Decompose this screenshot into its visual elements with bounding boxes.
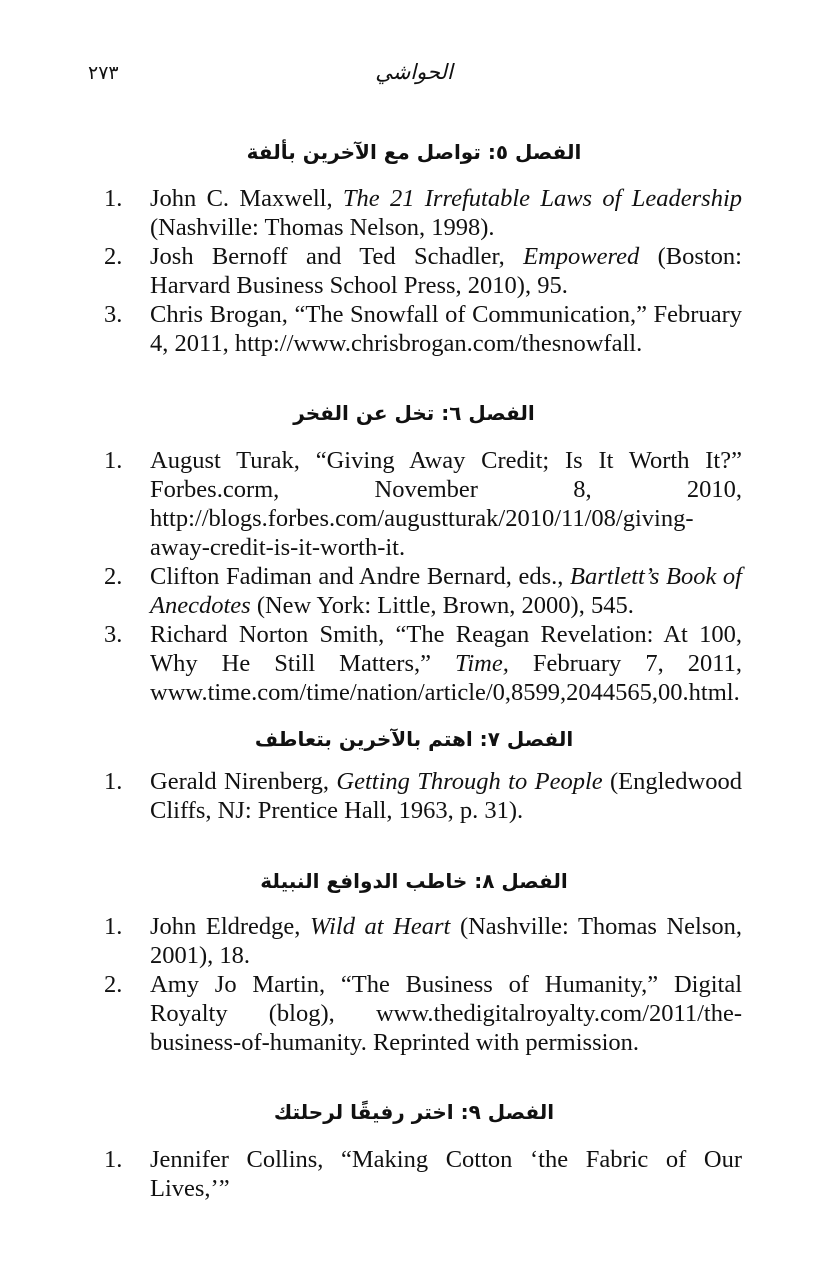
chapter-heading: الفصل ٨: خاطب الدوافع النبيلة	[260, 869, 568, 893]
endnote-title: Bartlett’s Book of Anecdotes	[150, 563, 742, 619]
endnote-text: Clifton Fadiman and Andre Bernard, eds.,	[150, 563, 570, 590]
page-number: ٢٧٣	[88, 62, 119, 84]
endnote-text: (Nashville: Thomas Nelson, 2001), 18.	[150, 913, 743, 969]
endnote-number: 1.	[104, 913, 123, 940]
chapter-heading: الفصل ٦: تخل عن الفخر	[293, 401, 535, 425]
endnote-text: (Engledwood Cliffs, NJ: Prentice Hall, 1963, p. 31).	[150, 768, 743, 824]
endnote-title: Empowered	[523, 243, 640, 270]
endnote-title: Getting Through to People	[336, 768, 603, 795]
endnote-text: Gerald Nirenberg,	[150, 768, 337, 795]
endnote	[0, 562, 828, 620]
running-header: الحواشي	[375, 60, 453, 84]
endnote	[0, 446, 828, 562]
endnote-number: 2.	[104, 563, 123, 590]
endnote	[0, 767, 828, 825]
notes-list	[0, 1145, 828, 1203]
endnote	[0, 970, 828, 1057]
endnote-number: 2.	[104, 971, 123, 998]
endnote-text: August Turak, “Giving Away Credit; Is It Worth It?” Forbes.corm, November 8, 2010, http://blogs.forbes.com/augustturak/2010/11/08/giving-away-credit-is-it-worth-it.	[150, 447, 742, 561]
notes-list	[0, 184, 828, 358]
endnote-text: Chris Brogan, “The Snowfall of Communication,” February 4, 2011, http://www.chrisbrogan.com/thesnowfall.	[150, 301, 742, 357]
endnote	[0, 242, 828, 300]
chapter-heading: الفصل ٧: اهتم بالآخرين بتعاطف	[254, 727, 574, 751]
endnote-text: Josh Bernoff and Ted Schadler,	[150, 243, 524, 270]
chapter-heading: الفصل ٩: اختر رفيقًا لرحلتك	[273, 1100, 555, 1124]
endnote-number: 1.	[104, 768, 123, 795]
chapter-heading: الفصل ٥: تواصل مع الآخرين بألفة	[246, 140, 582, 164]
notes-list	[0, 912, 828, 1057]
endnote-number: 3.	[104, 301, 123, 328]
notes-list	[0, 446, 828, 707]
endnote-number: 1.	[104, 1146, 123, 1173]
endnote	[0, 1145, 828, 1203]
endnote-number: 3.	[104, 621, 123, 648]
endnote-text: Amy Jo Martin, “The Business of Humanity,” Digital Royalty (blog), www.thedigitalroyalty.com/2011/the-business-of-humanity. Reprinted with permission.	[150, 971, 742, 1056]
endnote	[0, 300, 828, 358]
endnote-text: Richard Norton Smith, “The Reagan Revelation: At 100, Why He Still Matters,”	[150, 621, 742, 677]
endnote	[0, 620, 828, 707]
endnote	[0, 912, 828, 970]
endnote-text: (Nashville: Thomas Nelson, 1998).	[150, 214, 495, 241]
notes-list	[0, 767, 828, 825]
endnote-number: 1.	[104, 447, 123, 474]
endnote-text: (New York: Little, Brown, 2000), 545.	[250, 592, 634, 619]
endnote-title: Time,	[455, 650, 509, 677]
endnote	[0, 184, 828, 242]
endnote-number: 1.	[104, 185, 123, 212]
endnote-text: (Boston: Harvard Business School Press, 2010), 95.	[150, 243, 742, 299]
endnote-number: 2.	[104, 243, 123, 270]
endnote-text: John C. Maxwell,	[150, 185, 343, 212]
endnote-text: Jennifer Collins, “Making Cotton ‘the Fabric of Our Lives,’”	[150, 1146, 742, 1202]
endnote-title: Wild at Heart	[310, 913, 451, 940]
endnote-title: The 21 Irrefutable Laws of Leadership	[342, 185, 743, 212]
endnote-text: John Eldredge,	[150, 913, 311, 940]
endnote-text: February 7, 2011, www.time.com/time/nation/article/0,8599,2044565,00.html.	[150, 650, 742, 706]
